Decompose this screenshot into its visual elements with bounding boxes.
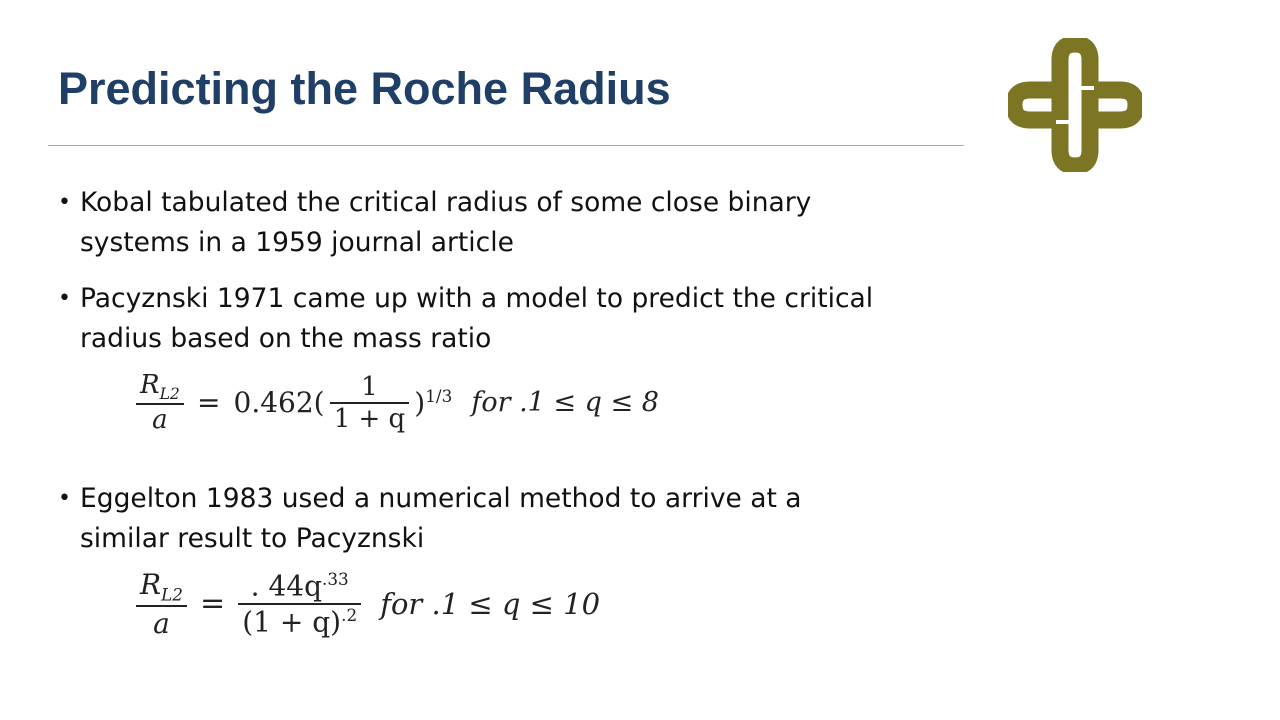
title-divider — [48, 145, 964, 146]
lhs-subscript: L2 — [159, 385, 180, 404]
equation-rhs-fraction — [330, 372, 410, 434]
equation-condition: for .1 ≤ q ≤ 8 — [471, 387, 659, 419]
rhs-numerator-exponent: .33 — [322, 569, 349, 590]
rhs-denominator-exponent: .2 — [341, 604, 358, 625]
rhs-denominator: 1 + q — [333, 403, 406, 434]
lhs-symbol: R — [140, 568, 162, 601]
bullet-dot: • — [58, 286, 71, 311]
rhs-numerator: . 44q — [250, 569, 323, 603]
equation-eggelton — [136, 568, 608, 670]
bullet-dot: • — [58, 190, 71, 215]
equation-pacyznski — [136, 370, 667, 462]
bullet-text: Kobal tabulated the critical radius of some close binary systems in a 1959 journal article — [80, 187, 812, 258]
bullet-item — [58, 279, 898, 359]
lhs-subscript: L2 — [161, 584, 183, 605]
equals-sign: = — [200, 586, 226, 622]
rhs-denominator: (1 + q) — [242, 605, 342, 639]
lhs-denominator: a — [152, 405, 168, 436]
equation-lhs — [136, 370, 184, 435]
close-paren: ) — [414, 386, 426, 420]
pretzel-knot-logo-icon — [1008, 38, 1142, 172]
exponent: 1/3 — [425, 385, 453, 406]
lhs-denominator: a — [153, 606, 170, 640]
bullet-item — [58, 183, 898, 263]
equation-lhs — [136, 568, 187, 640]
university-logo-icon — [1008, 38, 1142, 172]
equation-condition: for .1 ≤ q ≤ 10 — [380, 586, 601, 621]
bullet-text: Pacyznski 1971 came up with a model to predict the critical radius based on the mass ratio — [80, 283, 874, 354]
bullet-text: Eggelton 1983 used a numerical method to arrive at a similar result to Pacyznski — [80, 483, 802, 554]
equals-sign: = — [196, 386, 221, 420]
bullet-item — [58, 479, 898, 559]
rhs-numerator: 1 — [330, 372, 410, 404]
coefficient: 0.462( — [233, 386, 325, 420]
equation-rhs-fraction — [238, 569, 361, 638]
slide-title: Predicting the Roche Radius — [58, 63, 671, 114]
lhs-symbol: R — [140, 370, 160, 400]
bullet-dot: • — [58, 486, 71, 511]
